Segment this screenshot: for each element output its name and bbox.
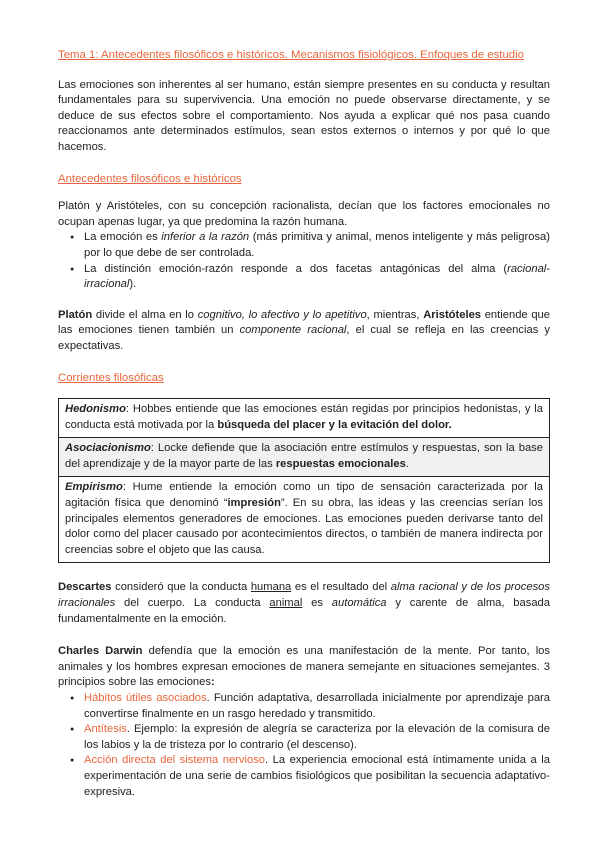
table-row: Hedonismo: Hobbes entiende que las emociones están regidas por principios hedonistas, y la conducta está motivada por la búsqueda del placer y la evitación del dolor. xyxy=(59,399,549,438)
darwin-principles-list xyxy=(58,691,550,800)
section-heading-antecedentes: Antecedentes filosóficos e históricos xyxy=(58,172,242,185)
alma-paragraph: Platón divide el alma en lo cognitivo, lo afectivo y lo apetitivo, mientras, Aristóteles entiende que las emociones tienen también un componente racional, el cual se refleja en las creencias y expectativas. xyxy=(58,308,550,352)
emotion-bullet-list xyxy=(58,230,550,292)
list-item: ● Acción directa del sistema nervioso. La experiencia emocional está íntimamente unida a la experimentación de una serie de cambios fisiológicos que posibilitan la secuencia adaptativo-expresiva. xyxy=(58,753,550,800)
intro-paragraph: Las emociones son inherentes al ser humano, están siempre presentes en su conducta y resultan fundamentales para su supervivencia. Una emoción no puede observarse directamente, y se deduce de sus efectos sobre el comportamiento. Nos ayuda a explicar qué nos pasa cuando reaccionamos ante determinados estímulos, sean estos externos o internos y por qué lo que hacemos. xyxy=(58,78,550,153)
list-item: ● La distinción emoción-razón responde a dos facetas antagónicas del alma (racional-irracional). xyxy=(58,262,550,293)
table-row: Asociacionismo: Locke defiende que la asociación entre estímulos y respuestas, son la base del aprendizaje y de la mayor parte de las respuestas emocionales. xyxy=(59,438,549,477)
document-page xyxy=(58,48,550,800)
list-item: ● Antítesis. Ejemplo: la expresión de alegría se caracteriza por la elevación de la comisura de los labios y la de tristeza por lo contrario (el descenso). xyxy=(58,722,550,753)
currents-table xyxy=(58,398,550,563)
list-item: ● Hábitos útiles asociados. Función adaptativa, desarrollada inicialmente por aprendizaje para convertirse finalmente en un rasgo heredado y transmitido. xyxy=(58,691,550,722)
section-heading-corrientes: Corrientes filosóficas xyxy=(58,371,164,384)
platon-aristoteles-paragraph: Platón y Aristóteles, con su concepción racionalista, decían que los factores emocionales no ocupan apenas lugar, ya que predomina la razón humana. xyxy=(58,200,550,228)
descartes-paragraph: Descartes consideró que la conducta humana es el resultado del alma racional y de los procesos irracionales del cuerpo. La conducta animal es automática y carente de alma, basada fundamentalmente en la emoción. xyxy=(58,581,550,625)
page-title: Tema 1: Antecedentes filosóficos e históricos. Mecanismos fisiológicos. Enfoques de estudio xyxy=(58,49,524,61)
list-item: ● La emoción es inferior a la razón (más primitiva y animal, menos inteligente y más peligrosa) por lo que debe de ser controlada. xyxy=(58,230,550,261)
table-row: Empirismo: Hume entiende la emoción como un tipo de sensación caracterizada por la agitación física que denominó “impresión”. En su obra, las ideas y las creencias serían los principales elementos generadores de emociones. Las emociones pueden derivarse tanto del dolor como del placer causado por acontecimientos directos, o también de manera indirecta por creencias sobre el objeto que las causa. xyxy=(65,481,543,556)
darwin-paragraph: Charles Darwin defendía que la emoción es una manifestación de la mente. Por tanto, los animales y los hombres expresan emociones de manera semejante en situaciones semejantes. 3 principios sobre las emociones: xyxy=(58,645,550,689)
